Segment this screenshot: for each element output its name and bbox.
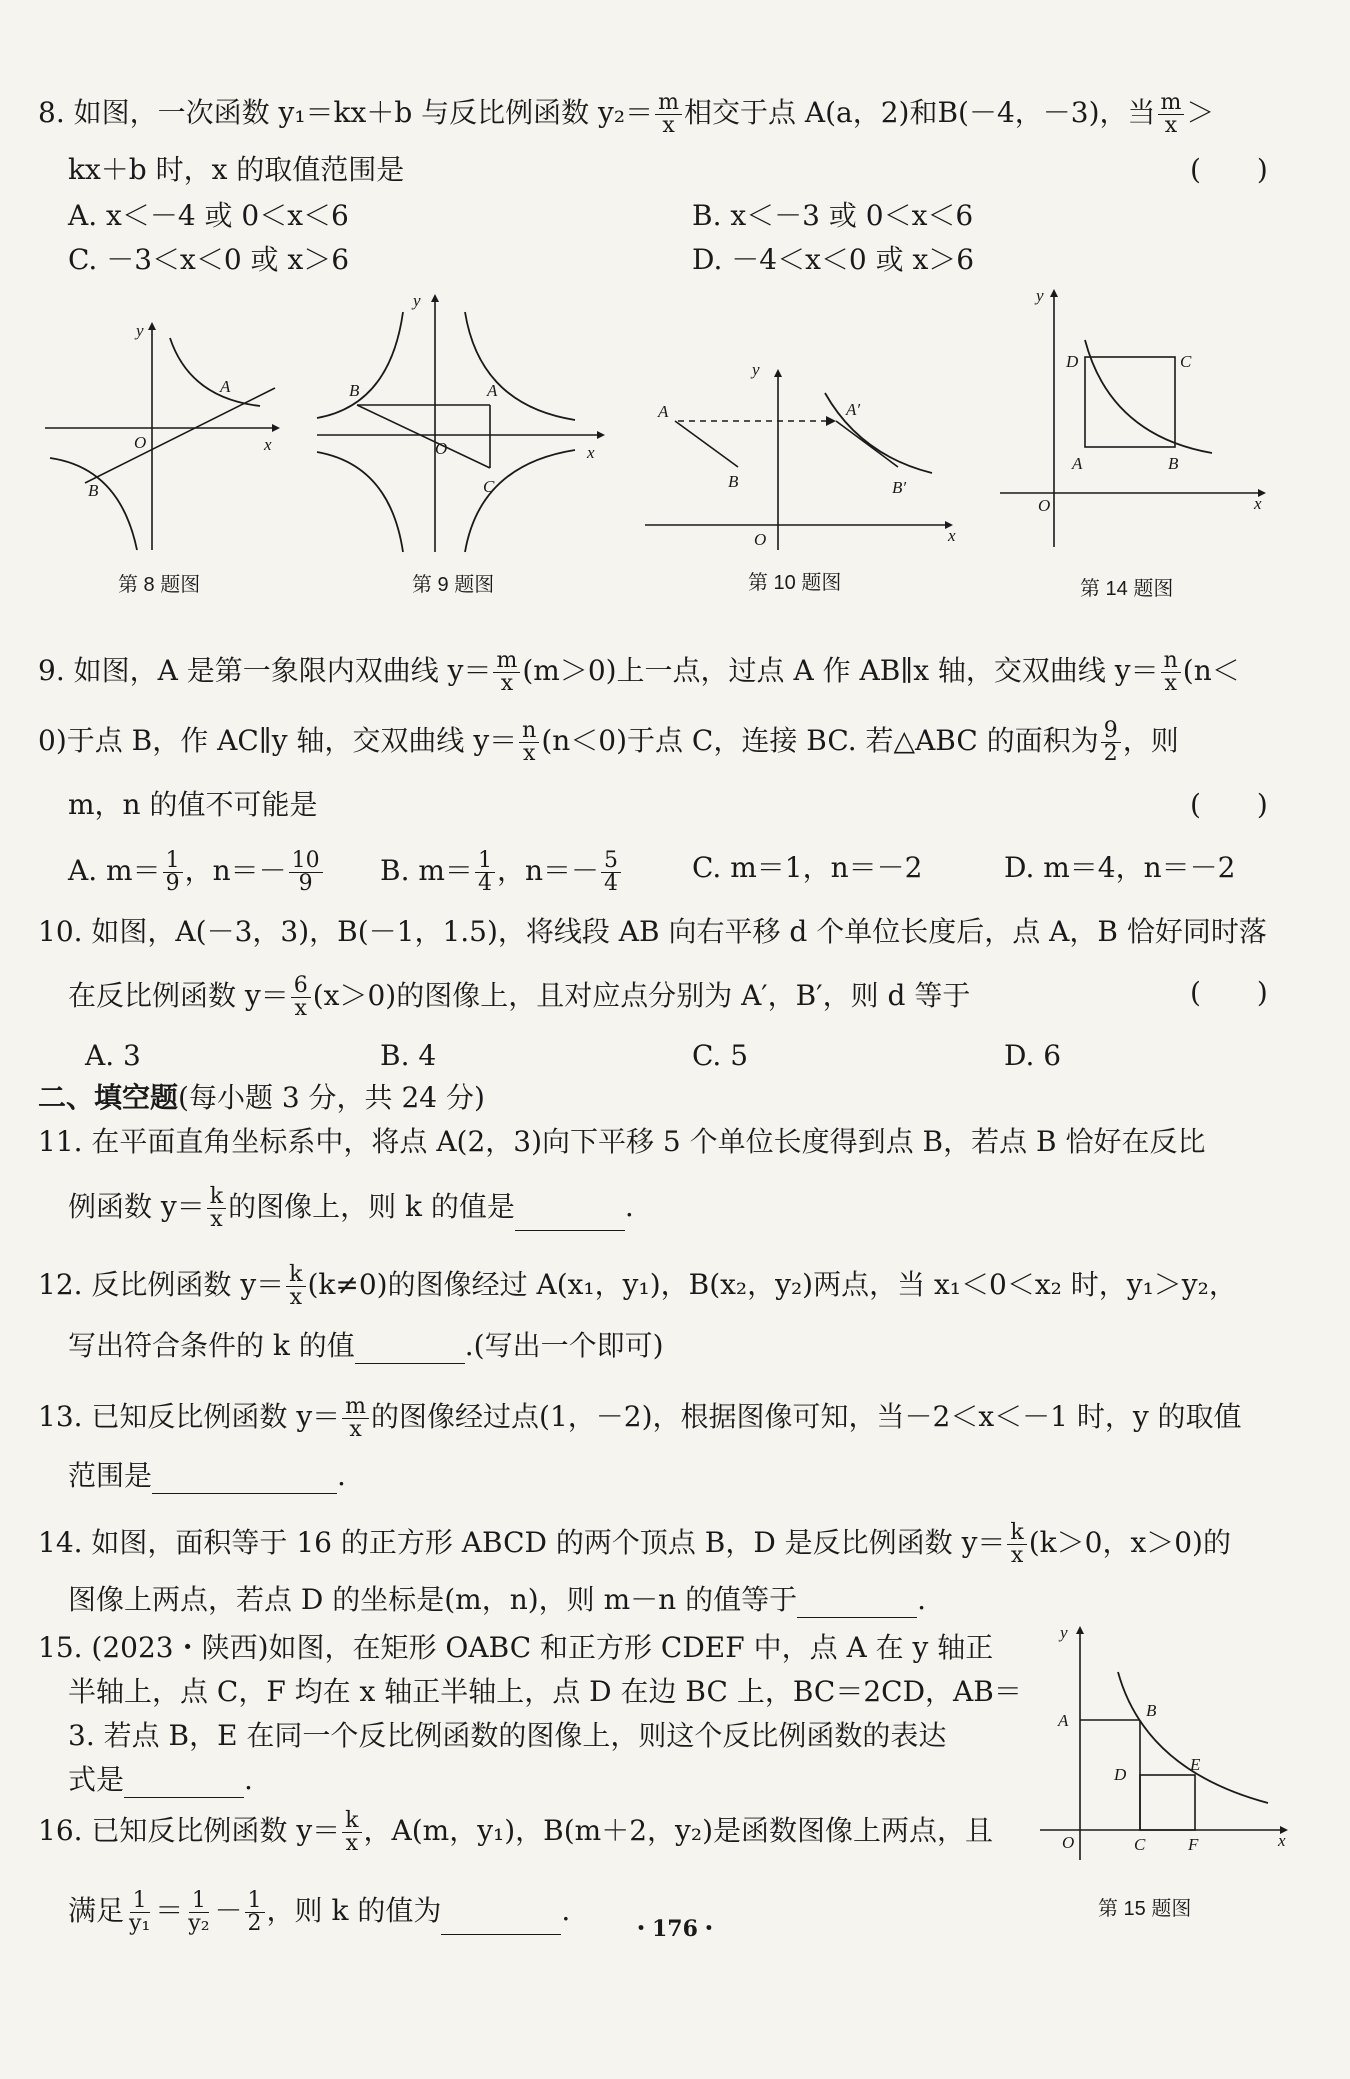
q15-answer-blank[interactable]	[124, 1771, 244, 1798]
svg-text:A: A	[220, 377, 231, 396]
q15-line1: 15. (2023・陕西)如图，在矩形 OABC 和正方形 CDEF 中，点 A 在 y 轴正	[38, 1631, 994, 1664]
q9-fraction-n-x-2: $\frac{n}{x}$	[519, 720, 539, 765]
q10-fraction-6-x: $\frac{6}{x}$	[291, 975, 311, 1020]
svg-text:y: y	[413, 291, 421, 310]
figure-8-graph	[40, 318, 280, 558]
svg-text:O: O	[1038, 496, 1051, 515]
q11-line1: 11. 在平面直角坐标系中，将点 A(2，3)向下平移 5 个单位长度得到点 B，若点 B 恰好在反比	[38, 1125, 1206, 1158]
q13-answer-blank[interactable]	[152, 1467, 337, 1494]
svg-text:C: C	[1180, 352, 1192, 371]
q16-line2: 满足 $\frac{1}{\text{y₁}}$ ＝ $\frac{1}{\text{y₂}}$ － $\frac{1}{2}$ ，则 k 的值为 .	[68, 1888, 571, 1936]
q8-line1: 8. 如图，一次函数 y₁＝kx＋b 与反比例函数 y₂＝ $\frac{m}{x}$ 相交于点 A(a，2)和B(－4，－3)，当 $\frac{m}{x}$ ＞	[38, 90, 1215, 138]
svg-text:y: y	[752, 360, 760, 379]
figure-14-graph	[1000, 285, 1270, 555]
q9-option-a: A. m＝ $\frac{1}{9}$ ，n＝－ $\frac{10}{9}$	[68, 850, 325, 895]
figure-8-caption: 第 8 题图	[118, 574, 201, 596]
svg-text:A: A	[658, 402, 669, 421]
q14-answer-blank[interactable]	[797, 1591, 917, 1618]
q9-line2: 0)于点 B，作 AC∥y 轴，交双曲线 y＝ $\frac{n}{x}$ (n＜0)于点 C，连接 BC. 若△ABC 的面积为 $\frac{9}{2}$ ，则	[38, 718, 1179, 766]
q8-option-a: A. x＜－4 或 0＜x＜6	[68, 199, 349, 232]
svg-text:C: C	[483, 477, 495, 496]
q9-fraction-n-x: $\frac{n}{x}$	[1161, 650, 1181, 695]
q12-line1: 12. 反比例函数 y＝ $\frac{k}{x}$ (k≠0)的图像经过 A(x₁，y₁)，B(x₂，y₂)两点，当 x₁＜0＜x₂ 时，y₁＞y₂，	[38, 1262, 1237, 1310]
svg-text:O: O	[1062, 1833, 1075, 1852]
svg-text:B: B	[349, 381, 360, 400]
svg-text:A: A	[1072, 454, 1083, 473]
q12-answer-blank[interactable]	[355, 1337, 465, 1364]
svg-text:B: B	[1168, 454, 1179, 473]
q9-fraction-m-x: $\frac{m}{x}$	[493, 650, 520, 695]
q16-answer-blank[interactable]	[441, 1908, 561, 1935]
svg-text:O: O	[754, 530, 767, 549]
svg-text:x: x	[264, 435, 272, 454]
section-2-heading: 二、填空题(每小题 3 分，共 24 分)	[38, 1081, 485, 1114]
svg-text:A′: A′	[846, 400, 861, 419]
q13-line1: 13. 已知反比例函数 y＝ $\frac{m}{x}$ 的图像经过点(1，－2)，根据图像可知，当－2＜x＜－1 时，y 的取值	[38, 1394, 1242, 1442]
q15-line3: 3. 若点 B，E 在同一个反比例函数的图像上，则这个反比例函数的表达	[68, 1719, 947, 1752]
figure-9-graph	[315, 290, 605, 560]
q9-fraction-9-2: $\frac{9}{2}$	[1101, 720, 1121, 765]
svg-text:B: B	[1146, 1701, 1157, 1720]
q14-line1: 14. 如图，面积等于 16 的正方形 ABCD 的两个顶点 B，D 是反比例函数 y＝ $\frac{k}{x}$ (k＞0，x＞0)的	[38, 1520, 1231, 1568]
svg-text:F: F	[1188, 1835, 1199, 1854]
q9-line3: m，n 的值不可能是	[68, 788, 318, 821]
svg-text:x: x	[1278, 1831, 1286, 1850]
q13-line2: 范围是 .	[68, 1459, 346, 1492]
svg-text:y: y	[136, 321, 144, 340]
figure-10-caption: 第 10 题图	[748, 572, 842, 594]
svg-text:O: O	[134, 433, 147, 452]
svg-text:A: A	[1058, 1711, 1069, 1730]
svg-text:x: x	[1254, 494, 1262, 513]
q8-answer-paren: ( )	[1190, 153, 1268, 186]
q10-option-b: B. 4	[380, 1039, 437, 1072]
svg-text:y: y	[1036, 286, 1044, 305]
figure-15-graph	[1040, 1620, 1300, 1865]
q11-answer-blank[interactable]	[515, 1204, 625, 1231]
q15-line4: 式是 .	[68, 1763, 253, 1796]
q8-option-d: D. －4＜x＜0 或 x＞6	[692, 243, 975, 276]
svg-text:E: E	[1190, 1755, 1201, 1774]
q12-line2: 写出符合条件的 k 的值 .(写出一个即可)	[68, 1329, 664, 1362]
q8-option-b: B. x＜－3 或 0＜x＜6	[692, 199, 974, 232]
q15-line2: 半轴上，点 C，F 均在 x 轴正半轴上，点 D 在边 BC 上，BC＝2CD，AB＝	[68, 1675, 1022, 1708]
svg-text:y: y	[1060, 1623, 1068, 1642]
q10-line1: 10. 如图，A(－3，3)，B(－1，1.5)，将线段 AB 向右平移 d 个单位长度后，点 A，B 恰好同时落	[38, 915, 1267, 948]
figure-9-caption: 第 9 题图	[412, 574, 495, 596]
q10-option-c: C. 5	[692, 1039, 749, 1072]
q14-line2: 图像上两点，若点 D 的坐标是(m，n)，则 m－n 的值等于 .	[68, 1583, 926, 1616]
q9-answer-paren: ( )	[1190, 788, 1268, 821]
q10-line2: 在反比例函数 y＝ $\frac{6}{x}$ (x＞0)的图像上，且对应点分别为 A′，B′，则 d 等于	[68, 973, 971, 1021]
q9-option-b: B. m＝ $\frac{1}{4}$ ，n＝－ $\frac{5}{4}$	[380, 850, 623, 895]
svg-text:C: C	[1134, 1835, 1146, 1854]
q8-fraction-m-x-2: $\frac{m}{x}$	[1158, 92, 1185, 137]
q16-line1: 16. 已知反比例函数 y＝ $\frac{k}{x}$ ，A(m，y₁)，B(m＋2，y₂)是函数图像上两点，且	[38, 1808, 993, 1856]
q8-fraction-m-x: $\frac{m}{x}$	[655, 92, 682, 137]
svg-text:B: B	[88, 481, 99, 500]
svg-text:B: B	[728, 472, 739, 491]
q10-option-d: D. 6	[1004, 1039, 1062, 1072]
q11-line2: 例函数 y＝ $\frac{k}{x}$ 的图像上，则 k 的值是 .	[68, 1184, 634, 1232]
svg-text:D: D	[1114, 1765, 1127, 1784]
svg-text:x: x	[587, 443, 595, 462]
svg-text:x: x	[948, 526, 956, 545]
q9-line1: 9. 如图，A 是第一象限内双曲线 y＝ $\frac{m}{x}$ (m＞0)上一点，过点 A 作 AB∥x 轴，交双曲线 y＝ $\frac{n}{x}$ (n＜	[38, 648, 1240, 696]
q10-answer-paren: ( )	[1190, 976, 1268, 1009]
q10-option-a: A. 3	[85, 1039, 141, 1072]
figure-15-caption: 第 15 题图	[1098, 1898, 1192, 1920]
page-number: ・176・	[630, 1916, 720, 1942]
svg-text:O: O	[435, 439, 448, 458]
svg-text:D: D	[1066, 352, 1079, 371]
q9-option-d: D. m＝4，n＝－2	[1004, 851, 1236, 884]
q9-option-c: C. m＝1，n＝－2	[692, 851, 923, 884]
figure-10-graph	[640, 355, 960, 555]
svg-text:B′: B′	[892, 478, 907, 497]
q8-line2: kx＋b 时，x 的取值范围是	[68, 153, 405, 186]
q8-option-c: C. －3＜x＜0 或 x＞6	[68, 243, 350, 276]
svg-text:A: A	[487, 381, 498, 400]
figure-14-caption: 第 14 题图	[1080, 578, 1174, 600]
